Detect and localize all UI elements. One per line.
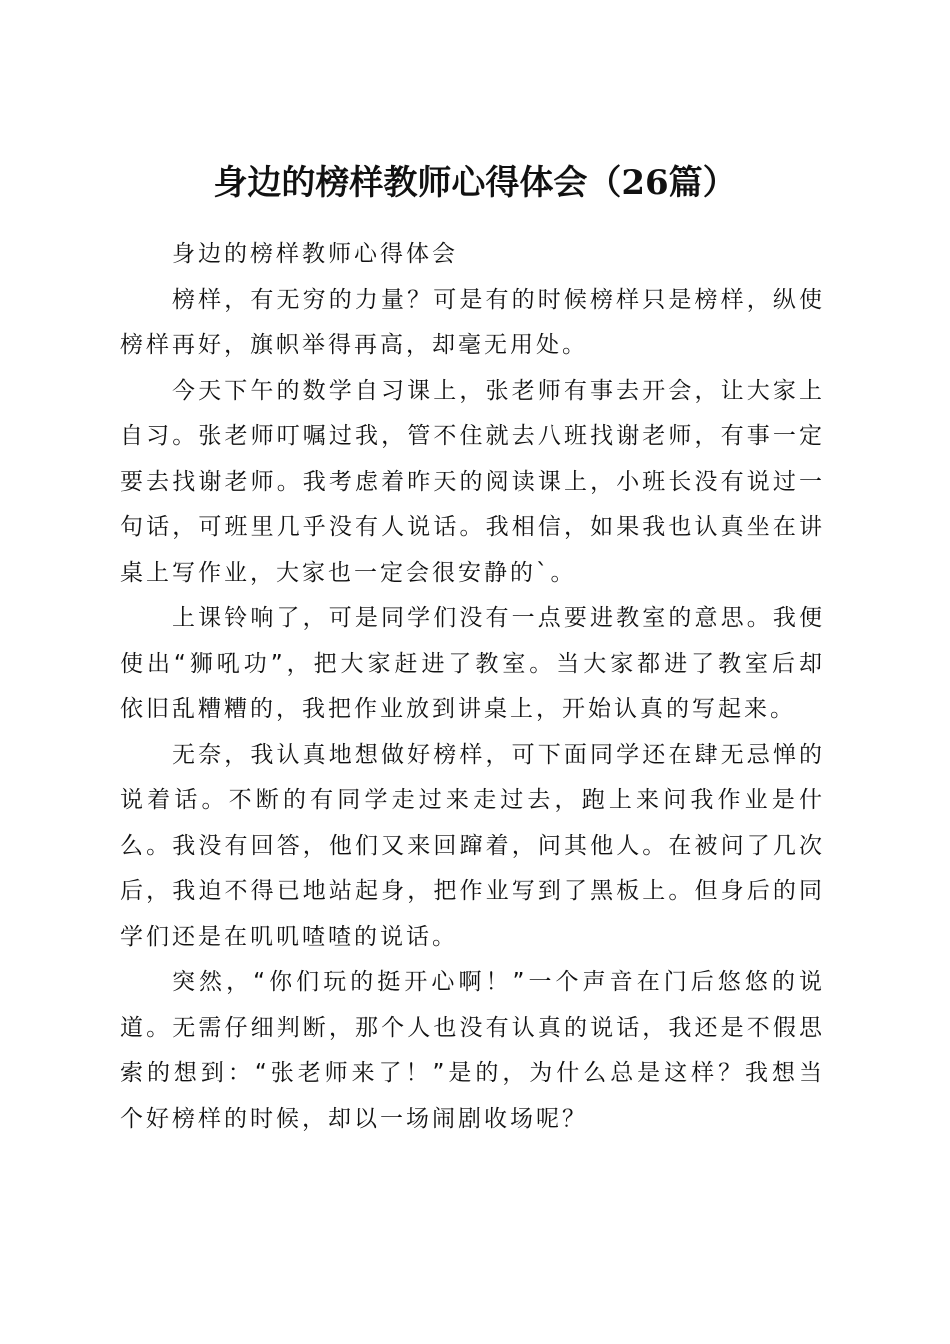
paragraph-subtitle: 身边的榜样教师心得体会 <box>172 241 458 267</box>
page-title: 身边的榜样教师心得体会（26篇） <box>213 162 737 203</box>
paragraph: 上课铃响了，可是同学们没有一点要进教室的意思。我便使出“狮吼功”，把大家赶进了教室。当大家都进了教室后却依旧乱糟糟的，我把作业放到讲桌上，开始认真的写起来。 <box>120 605 825 722</box>
paragraph: 突然，“你们玩的挺开心啊！”一个声音在门后悠悠的说道。无需仔细判断，那个人也没有认真的说话，我还是不假思索的想到：“张老师来了！”是的，为什么总是这样？我想当个好榜样的时候，却以一场闹剧收场呢？ <box>120 969 825 1132</box>
document-body <box>120 232 825 1142</box>
paragraph: 今天下午的数学自习课上，张老师有事去开会，让大家上自习。张老师叮嘱过我，管不住就去八班找谢老师，有事一定要去找谢老师。我考虑着昨天的阅读课上，小班长没有说过一句话，可班里几乎没有人说话。我相信，如果我也认真坐在讲桌上写作业，大家也一定会很安静的`。 <box>120 377 825 586</box>
paragraph: 榜样，有无穷的力量？可是有的时候榜样只是榜样，纵使榜样再好，旗帜举得再高，却毫无用处。 <box>120 286 825 358</box>
paragraph: 无奈，我认真地想做好榜样，可下面同学还在肆无忌惮的说着话。不断的有同学走过来走过去，跑上来问我作业是什么。我没有回答，他们又来回蹿着，问其他人。在被问了几次后，我迫不得已地站起身，把作业写到了黑板上。但身后的同学们还是在叽叽喳喳的说话。 <box>120 741 825 950</box>
